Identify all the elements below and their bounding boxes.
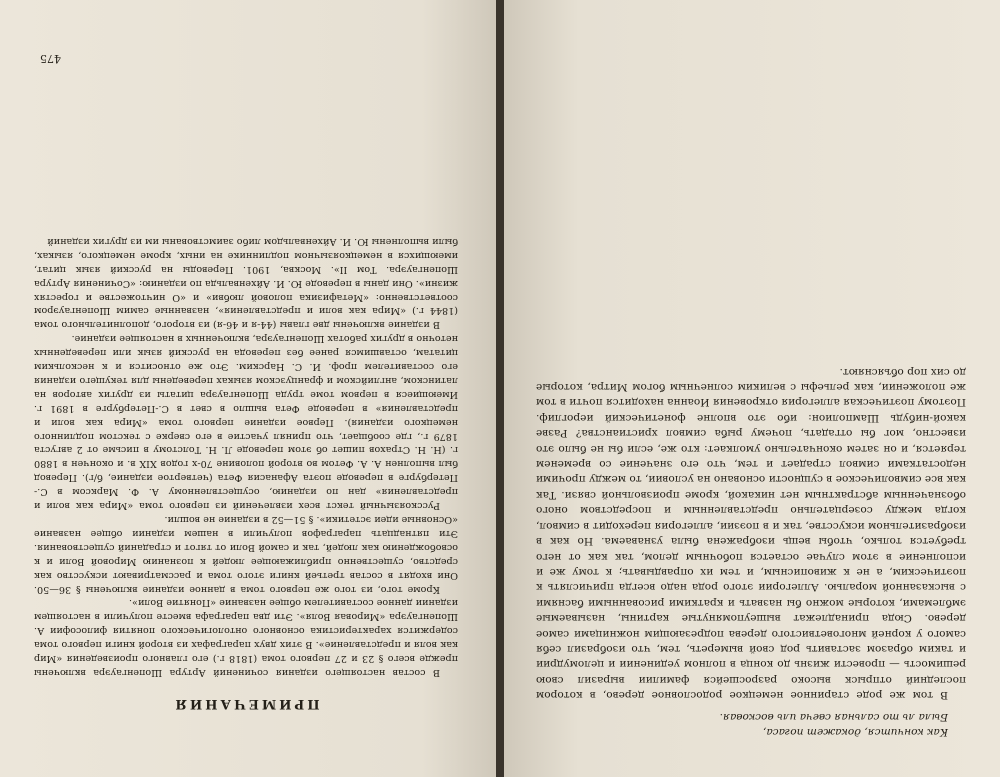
- verse: [536, 708, 966, 739]
- body-paragraph: В том же роде старинное немецкое родословное дерево, в котором последний отпрыск высоко разросшейся фамилии выразил свою решимость — провести жизнь до конца в полном уединении и целомудрии и таким образом заставить род свой вымереть, тем, что изобразил себя самого у корней многоветвистого дерева подрезающим ножницами самое дерево. Сюда принадлежат вышеупомянутые картины, называемые эмблемами, которые можно бы назвать и краткими рисованными баснями с высказанной моралью. Аллегории этого рода надо всегда причислять к поэтическим, а не к живописным, и тем их оправдывать; к тому же и исполнение в этом случае остается побочным делом, так как от него требуется только, чтобы вещь изображена была узнаваема. Но как в изобразительном искусстве, так и в поэзии, аллегория переходит в символ, когда между созерцательно представленным и посредством оного обозначенным абстрактным нет никакой, кроме произвольной связи. Так как все символическое в сущности основано на условии, то между прочими недостатками символ страдает и тем, что его значение со временем теряется, и он затем окончательно умолкает: кто же, если бы не было это известно, мог бы отгадать, почему рыба символ христианства? Разве какой-нибудь Шамполион: ибо это вполне фонетический иероглиф. Поэтому поэтическая аллегория откровения Иоанна находится почти в том же положении, как рельефы с великим солнечным богом Митра, которые до сих пор объясняют.: [536, 365, 966, 702]
- notes-text: [34, 234, 458, 679]
- page-number: 475: [40, 52, 61, 65]
- right-page: [0, 0, 496, 777]
- left-page: [504, 0, 1000, 777]
- note-paragraph: В издание включены две главы (44-я и 46-я) из второго, дополнительного тома (1844 г.) «Мира как воли и представления», названные самим Шопенгауэром соответственно: «Метафизика половой любви» и «О ничтожестве и горестях жизни». Они даны в переводе Ю. И. Айхенвальда по изданию: «Сочинения Артура Шопенгауэра. Том II». Москва, 1901. Переводы на русский язык цитат, имеющихся в немецкоязычном подлиннике на иных, кроме немецкого, языках, были выполнены Ю. И. Айхенвальдом либо заимствованы им из других изданий: [34, 235, 458, 331]
- note-paragraph: В состав настоящего издания сочинений Артура Шопенгауэра включены прежде всего § 23 и 27 первого тома (1818 г.) его главного произведения «Мир как воля и представление». В этих двух параграфах из второй книги первого тома содержится характеристика основного онтологического понятия философии А. Шопенгауэра «Мировая Воля». Эти два параграфа вместе получили в настоящем издании данное составителем общее название «Понятие Воли».: [34, 597, 458, 678]
- note-paragraph: Кроме того, из того же первого тома в данное издание включены § 36—50. Они входят в состав третьей книги этого тома и рассматривают искусство как средство, существенно приближающее людей к познанию Мировой Воли и к освобождению как людей, так и самой Воли от тягот и страданий существования. Эти пятнадцать параграфов получили в нашем издании общее название «Основные идеи эстетики». § 51—52 в издание не вошли.: [34, 514, 458, 595]
- left-page-text: [536, 363, 966, 739]
- note-paragraph: Русскоязычный текст всех извлечений из первого тома «Мира как воли и представления» дан по изданию, осуществленному А. Ф. Марксом в С.-Петербурге в переводе поэта Афанасия Фета (четвертое издание, б/г). Перевод был выполнен А. А. Фетом во второй половине 70-х годов XIX в. и окончен в 1880 г. (Н. Н. Страхов пишет об этом переводе Л. Н. Толстому в письме от 2 августа 1879 г., где сообщает, что принял участие в его сверке с текстом подлинного немецкого издания). Первое издание первого тома «Мира как воли и представления» в переводе Фета вышло в свет в С.-Петербурге в 1891 г. Имеющиеся в первом томе труда Шопенгауэра цитаты из других авторов на латинском, английском и французском языках переведены для текущего издания его составителем проф. И. С. Нарским. Это же относится и к нескольким цитатам, оставшимся ранее без перевода на русский язык или переведенных неточно в других работах Шопенгауэра, включенных в настоящее издание.: [34, 333, 458, 512]
- page-title: ПРИМЕЧАНИЯ: [172, 696, 320, 711]
- book-gutter: [496, 0, 504, 777]
- verse-line: Как кончится, докажет погаса,: [763, 726, 948, 738]
- verse-line: Была ль то сальная свеча иль восковая.: [719, 710, 948, 723]
